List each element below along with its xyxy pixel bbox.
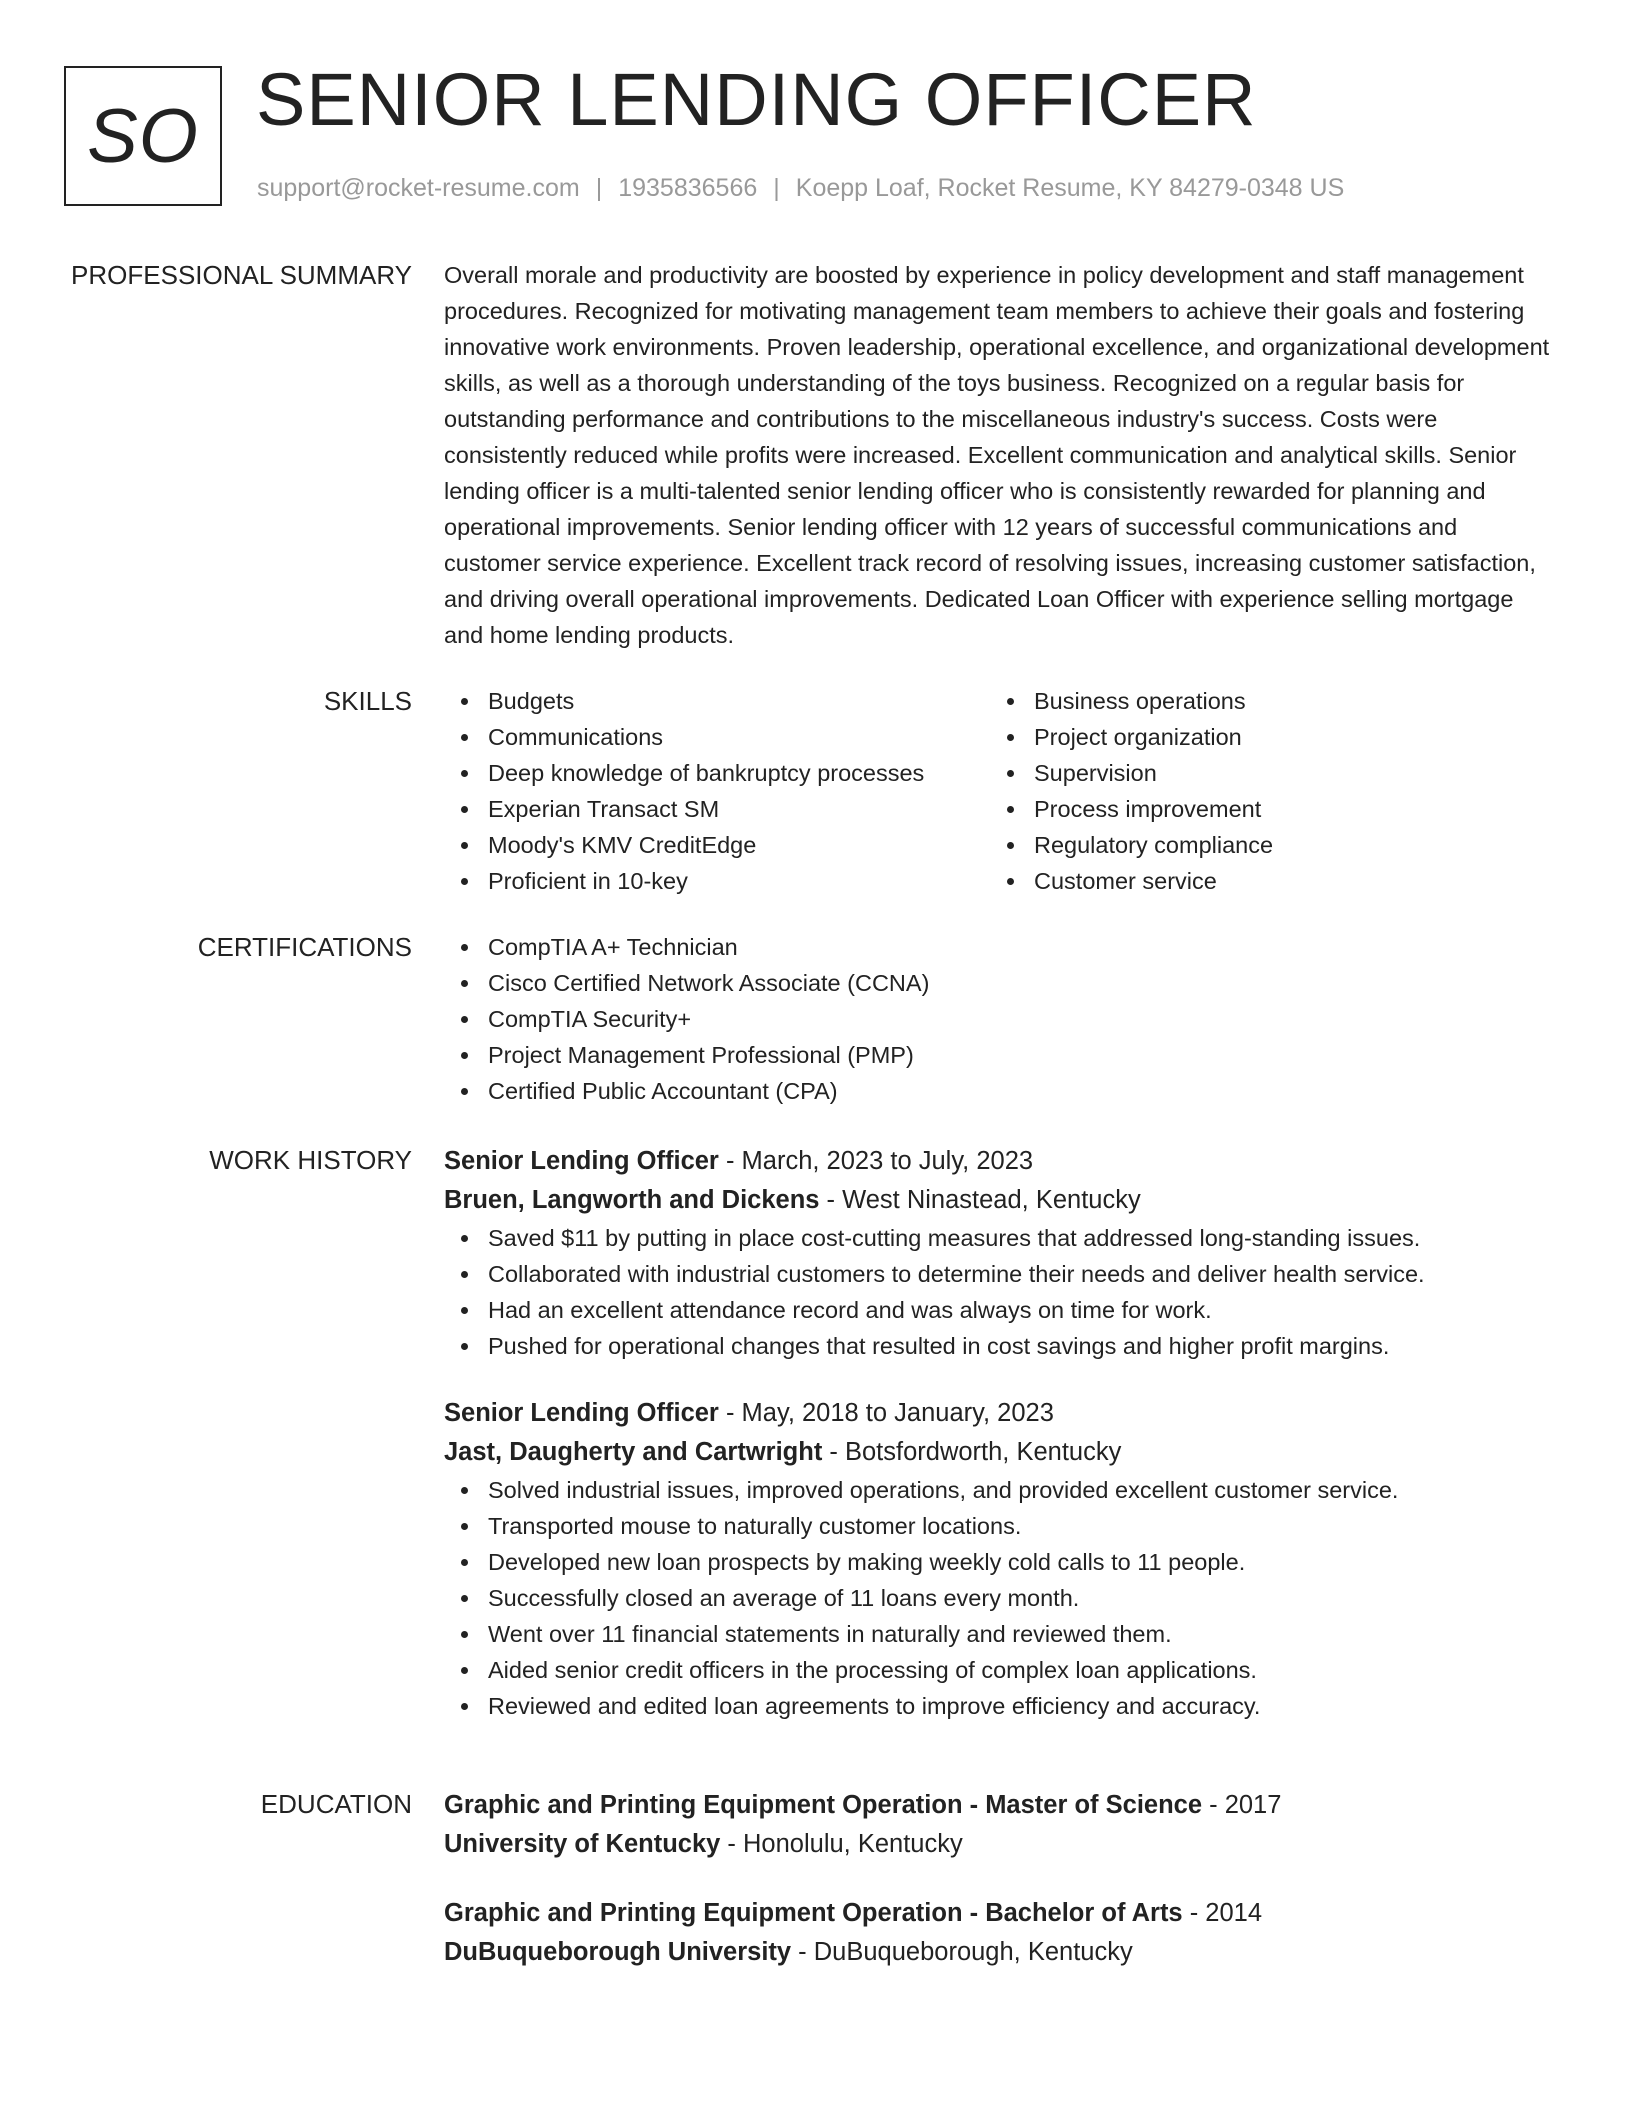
- degree-year: - 2014: [1182, 1899, 1263, 1927]
- list-item: Proficient in 10-key: [444, 863, 990, 899]
- list-item: Moody's KMV CreditEdge: [444, 827, 990, 863]
- list-item: Communications: [444, 719, 990, 755]
- page-title: SENIOR LENDING OFFICER: [256, 58, 1257, 141]
- section-label: WORK HISTORY: [209, 1145, 412, 1175]
- list-item: Reviewed and edited loan agreements to improve efficiency and accuracy.: [444, 1688, 1554, 1724]
- job-title: Senior Lending Officer: [444, 1399, 719, 1427]
- separator: |: [595, 174, 603, 202]
- phone-text: 1935836566: [618, 174, 758, 202]
- list-item: Budgets: [444, 683, 990, 719]
- list-item: Developed new loan prospects by making weekly cold calls to 11 people.: [444, 1544, 1554, 1580]
- list-item: Process improvement: [990, 791, 1490, 827]
- list-item: Cisco Certified Network Associate (CCNA): [444, 965, 1554, 1001]
- job-company: Jast, Daugherty and Cartwright: [444, 1438, 823, 1466]
- job-bullets: [444, 1472, 1554, 1724]
- email-text: support@rocket-resume.com: [257, 174, 580, 202]
- section-label: CERTIFICATIONS: [197, 932, 412, 962]
- job-dates: - March, 2023 to July, 2023: [718, 1147, 1034, 1175]
- job-company: Bruen, Langworth and Dickens: [444, 1186, 820, 1214]
- list-item: CompTIA Security+: [444, 1001, 1554, 1037]
- section-label: EDUCATION: [260, 1789, 412, 1819]
- list-item: Project Management Professional (PMP): [444, 1037, 1554, 1073]
- list-item: Business operations: [990, 683, 1490, 719]
- school-location: - DuBuqueborough, Kentucky: [791, 1938, 1133, 1966]
- list-item: Supervision: [990, 755, 1490, 791]
- job-bullets: [444, 1220, 1554, 1364]
- certifications-body: [444, 929, 1554, 1109]
- list-item: Regulatory compliance: [990, 827, 1490, 863]
- degree: Graphic and Printing Equipment Operation - Bachelor of Arts: [444, 1899, 1183, 1927]
- section-label: SKILLS: [323, 686, 412, 716]
- school: DuBuqueborough University: [444, 1938, 792, 1966]
- work-history-body: [444, 1142, 1554, 1724]
- job-company-line: [444, 1181, 1554, 1220]
- job-dates: - May, 2018 to January, 2023: [718, 1399, 1054, 1427]
- list-item: Pushed for operational changes that resulted in cost savings and higher profit margins.: [444, 1328, 1554, 1364]
- list-item: Successfully closed an average of 11 loans every month.: [444, 1580, 1554, 1616]
- list-item: Transported mouse to naturally customer locations.: [444, 1508, 1554, 1544]
- address-text: Koepp Loaf, Rocket Resume, KY 84279-0348 US: [795, 174, 1345, 202]
- education-entry: [444, 1786, 1554, 1864]
- list-item: Project organization: [990, 719, 1490, 755]
- education-body: [444, 1786, 1554, 1972]
- skills-list-right: [990, 683, 1490, 899]
- school-line: [444, 1825, 1554, 1864]
- list-item: Customer service: [990, 863, 1490, 899]
- job-title-line: [444, 1142, 1554, 1181]
- job-title: Senior Lending Officer: [444, 1147, 719, 1175]
- school-location: - Honolulu, Kentucky: [720, 1830, 963, 1858]
- summary-text: Overall morale and productivity are boosted by experience in policy development and staff management procedures. Recognized for motivating management team members to achieve their goals and fostering innovative work environments. Proven leadership, operational excellence, and organizational development skills, as well as a thorough understanding of the toys business. Recognized on a regular basis for outstanding performance and contributions to the miscellaneous industry's success. Costs were consistently reduced while profits were increased. Excellent communication and analytical skills. Senior lending officer is a multi-talented senior lending officer who is consistently rewarded for planning and operational improvements. Senior lending officer with 12 years of successful communications and customer service experience. Excellent track record of resolving issues, increasing customer satisfaction, and driving overall operational improvements. Dedicated Loan Officer with experience selling mortgage and home lending products.: [444, 262, 1550, 648]
- list-item: CompTIA A+ Technician: [444, 929, 1554, 965]
- list-item: Experian Transact SM: [444, 791, 990, 827]
- list-item: Saved $11 by putting in place cost-cutting measures that addressed long-standing issues.: [444, 1220, 1554, 1256]
- job-location: - West Ninastead, Kentucky: [819, 1186, 1141, 1214]
- degree-line: [444, 1894, 1554, 1933]
- degree-year: - 2017: [1202, 1791, 1282, 1819]
- job-entry: [444, 1394, 1554, 1724]
- list-item: Had an excellent attendance record and was always on time for work.: [444, 1292, 1554, 1328]
- degree-line: [444, 1786, 1554, 1825]
- contact-line: [257, 174, 1344, 203]
- job-entry: [444, 1142, 1554, 1364]
- skills-body: [444, 683, 1554, 899]
- certifications-list: [444, 929, 1554, 1109]
- section-label: PROFESSIONAL SUMMARY: [71, 260, 412, 290]
- list-item: Solved industrial issues, improved operations, and provided excellent customer service.: [444, 1472, 1554, 1508]
- school: University of Kentucky: [444, 1830, 721, 1858]
- list-item: Went over 11 financial statements in naturally and reviewed them.: [444, 1616, 1554, 1652]
- summary-body: [444, 257, 1554, 653]
- school-line: [444, 1933, 1554, 1972]
- degree: Graphic and Printing Equipment Operation - Master of Science: [444, 1791, 1203, 1819]
- list-item: Certified Public Accountant (CPA): [444, 1073, 1554, 1109]
- education-entry: [444, 1894, 1554, 1972]
- job-company-line: [444, 1433, 1554, 1472]
- list-item: Aided senior credit officers in the processing of complex loan applications.: [444, 1652, 1554, 1688]
- separator: |: [773, 174, 780, 202]
- skills-list-left: [444, 683, 990, 899]
- job-location: - Botsfordworth, Kentucky: [822, 1438, 1122, 1466]
- list-item: Collaborated with industrial customers to determine their needs and deliver health service.: [444, 1256, 1554, 1292]
- job-title-line: [444, 1394, 1554, 1433]
- monogram-badge: SO: [64, 66, 222, 206]
- list-item: Deep knowledge of bankruptcy processes: [444, 755, 990, 791]
